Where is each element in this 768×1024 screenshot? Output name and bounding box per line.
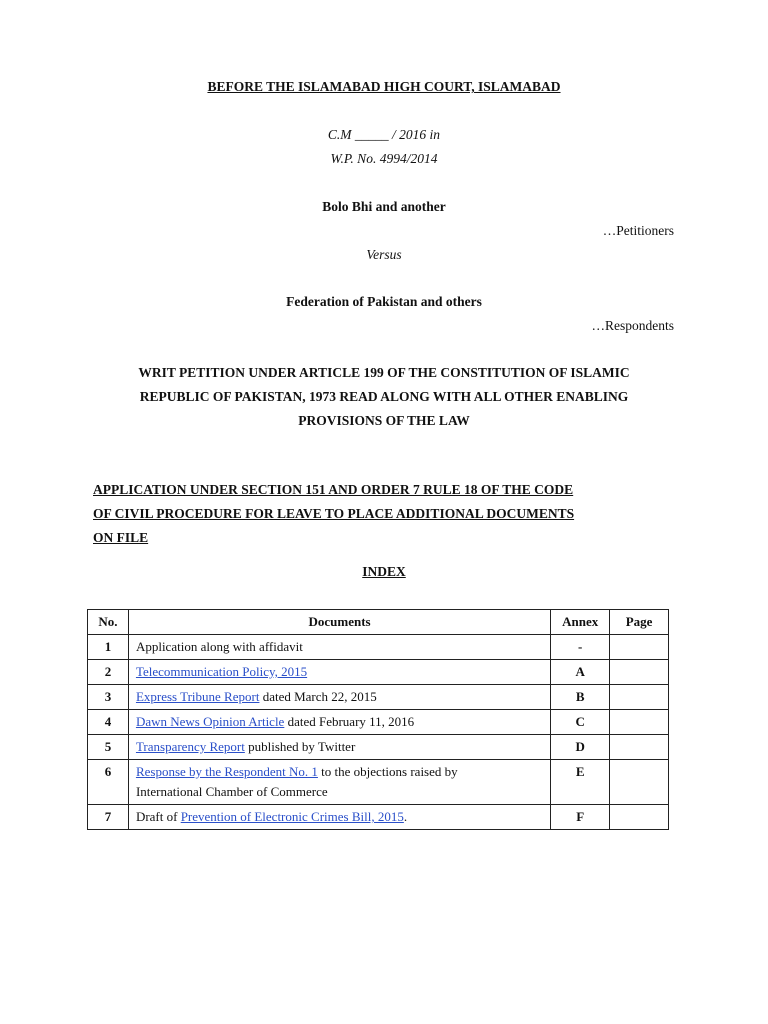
row-document <box>128 710 550 735</box>
row-document <box>128 805 550 830</box>
document-link[interactable]: Dawn News Opinion Article <box>135 714 285 729</box>
row-document <box>128 635 550 660</box>
document-text: Draft of <box>135 809 181 824</box>
table-row <box>88 760 669 805</box>
row-page <box>610 660 669 685</box>
cm-line: C.M _____ / 2016 in <box>327 127 441 142</box>
document-text-after: published by Twitter <box>244 739 356 754</box>
table-row <box>88 685 669 710</box>
row-annex: A <box>551 660 610 685</box>
row-number: 4 <box>88 710 129 735</box>
row-annex: F <box>551 805 610 830</box>
table-row <box>88 710 669 735</box>
document-text-after: dated March 22, 2015 <box>259 689 377 704</box>
table-row <box>88 735 669 760</box>
row-number: 7 <box>88 805 129 830</box>
document-text-after: . <box>403 809 408 824</box>
row-page <box>610 710 669 735</box>
row-document <box>128 685 550 710</box>
row-page <box>610 760 669 805</box>
writ-heading <box>80 361 688 433</box>
document-link[interactable]: Telecommunication Policy, 2015 <box>135 664 308 679</box>
document-text-continued: International Chamber of Commerce <box>135 784 328 799</box>
application-heading-line1: APPLICATION UNDER SECTION 151 AND ORDER 7 RULE 18 OF THE CODE <box>93 482 574 497</box>
table-header-row <box>88 610 669 635</box>
document-link[interactable]: Response by the Respondent No. 1 <box>135 764 318 779</box>
writ-heading-line1: WRIT PETITION UNDER ARTICLE 199 OF THE CONSTITUTION OF ISLAMIC <box>138 365 630 380</box>
row-number: 5 <box>88 735 129 760</box>
table-row <box>88 805 669 830</box>
application-heading-line3: ON FILE <box>93 530 149 545</box>
row-number: 6 <box>88 760 129 805</box>
row-annex: E <box>551 760 610 805</box>
petitioner-role: …Petitioners <box>602 223 674 238</box>
header-no: No. <box>88 610 129 635</box>
header-page: Page <box>610 610 669 635</box>
document-text-after: to the objections raised by <box>317 764 458 779</box>
row-document <box>128 735 550 760</box>
row-annex: D <box>551 735 610 760</box>
document-link[interactable]: Express Tribune Report <box>135 689 260 704</box>
header-documents: Documents <box>128 610 550 635</box>
document-text-after: dated February 11, 2016 <box>284 714 415 729</box>
respondent-name: Federation of Pakistan and others <box>286 294 482 309</box>
document-link[interactable]: Transparency Report <box>135 739 245 754</box>
table-row <box>88 660 669 685</box>
row-number: 3 <box>88 685 129 710</box>
wp-line: W.P. No. 4994/2014 <box>330 151 438 166</box>
document-text: Application along with affidavit <box>135 639 303 654</box>
row-page <box>610 685 669 710</box>
row-document <box>128 660 550 685</box>
row-annex: B <box>551 685 610 710</box>
row-page <box>610 635 669 660</box>
index-table <box>87 609 669 830</box>
row-number: 1 <box>88 635 129 660</box>
versus-label: Versus <box>366 247 402 262</box>
application-heading-line2: OF CIVIL PROCEDURE FOR LEAVE TO PLACE ADDITIONAL DOCUMENTS <box>93 506 575 521</box>
row-number: 2 <box>88 660 129 685</box>
row-annex: C <box>551 710 610 735</box>
table-row <box>88 635 669 660</box>
row-page <box>610 735 669 760</box>
petitioner-name: Bolo Bhi and another <box>322 199 446 214</box>
index-title: INDEX <box>362 564 406 579</box>
row-page <box>610 805 669 830</box>
row-document <box>128 760 550 805</box>
document-link[interactable]: Prevention of Electronic Crimes Bill, 2015 <box>180 809 404 824</box>
writ-heading-line2: REPUBLIC OF PAKISTAN, 1973 READ ALONG WITH ALL OTHER ENABLING <box>139 389 629 404</box>
court-title: BEFORE THE ISLAMABAD HIGH COURT, ISLAMABAD <box>207 79 561 94</box>
row-annex: - <box>551 635 610 660</box>
respondent-role: …Respondents <box>591 318 674 333</box>
writ-heading-line3: PROVISIONS OF THE LAW <box>298 413 470 428</box>
application-heading <box>93 478 683 550</box>
header-annex: Annex <box>551 610 610 635</box>
